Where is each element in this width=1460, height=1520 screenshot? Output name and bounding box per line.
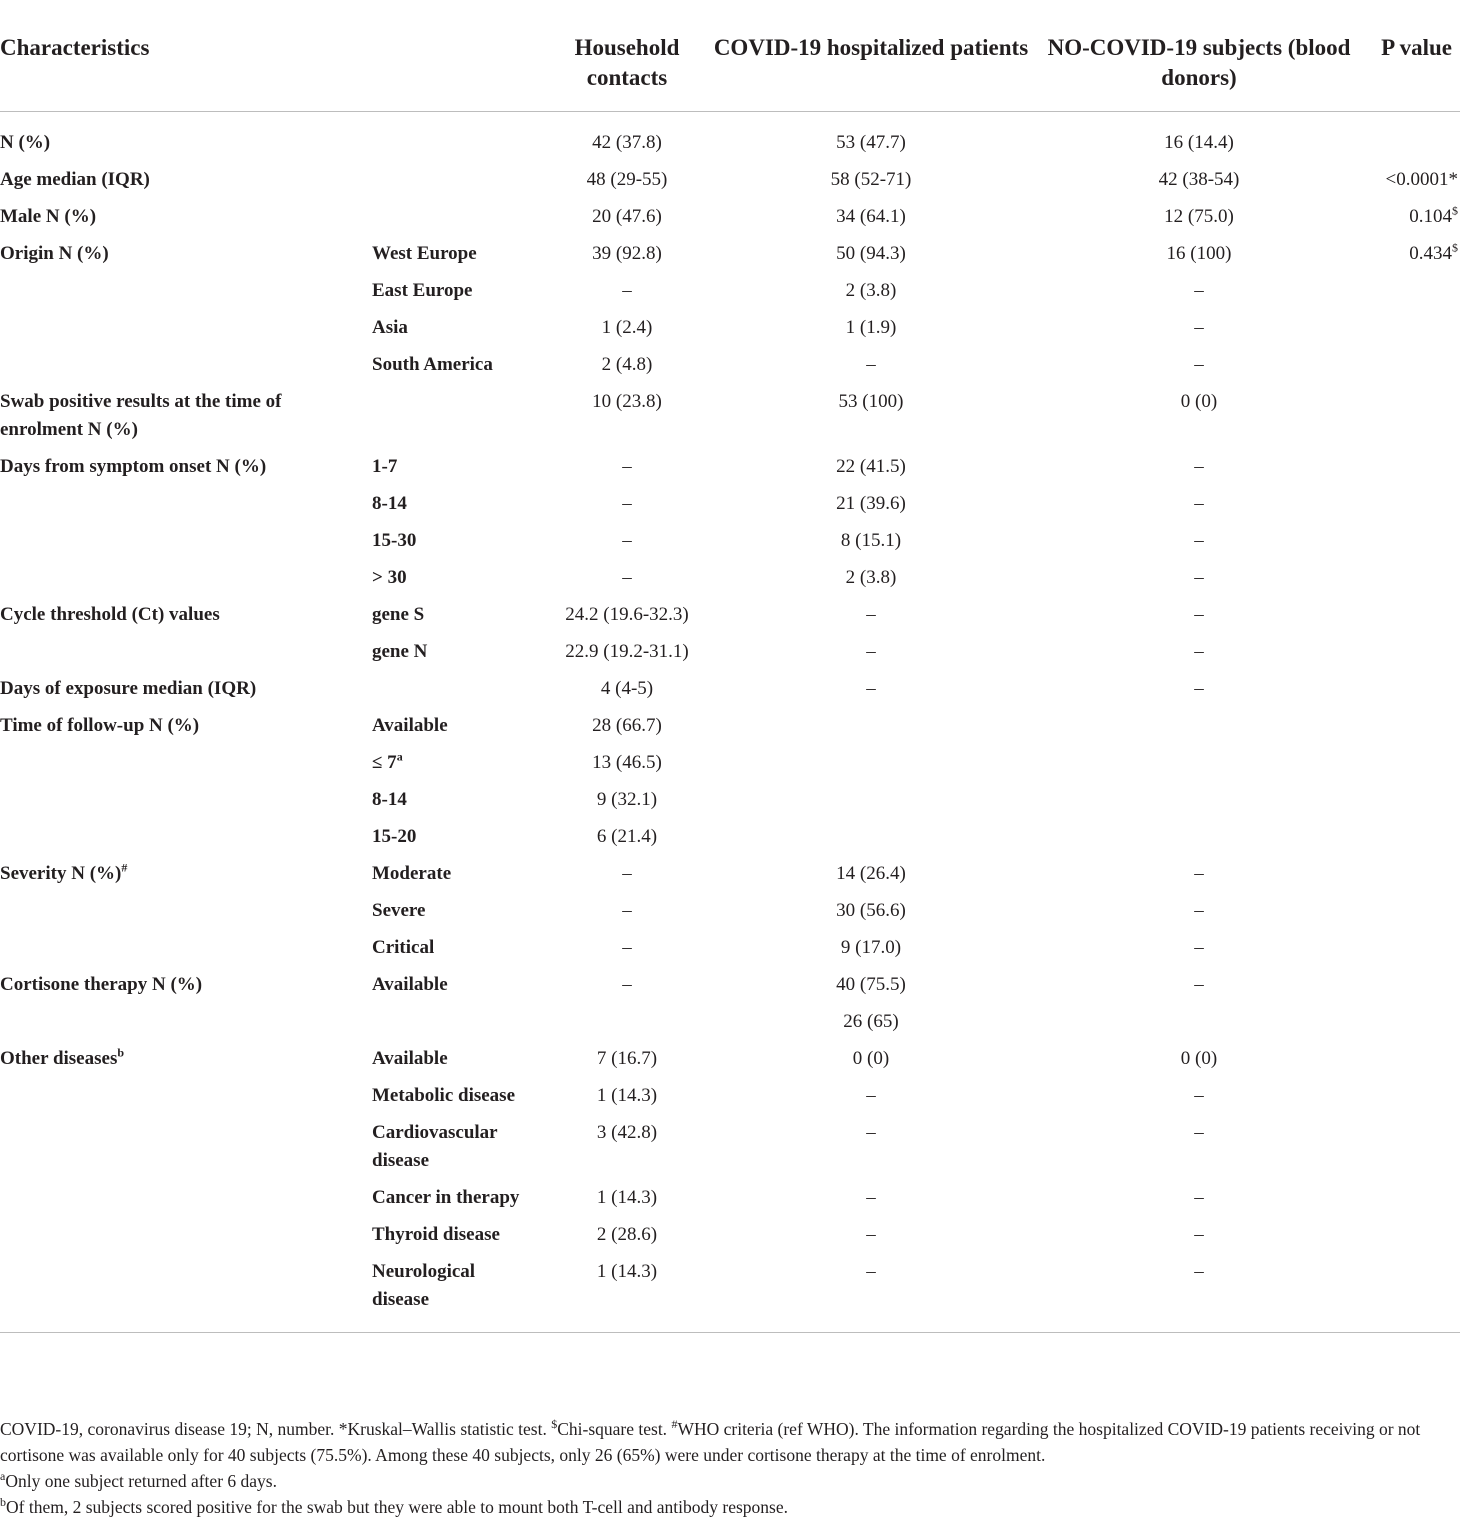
p-value [1368,310,1460,347]
hospitalized-value: 2 (3.8) [845,280,897,301]
no-covid-value: 16 (14.4) [1164,132,1234,153]
footnote-a: $^a$Only one subject returned after 6 days. [0,1469,277,1491]
hospitalized-value [712,708,1030,745]
hospitalized-value: 50 (94.3) [836,243,906,264]
row-sublabel: Moderate [372,863,452,884]
row-label [0,1004,372,1041]
row-label [0,560,372,597]
row-label: Other diseases$^b$ [0,1045,125,1069]
header-subcategory [372,0,542,112]
table-footnotes [0,1416,1460,1520]
no-covid-value: – [1194,1187,1204,1208]
hospitalized-value: 9 (17.0) [840,937,902,958]
p-value [1368,1115,1460,1180]
row-sublabel: Thyroid disease [372,1224,500,1245]
household-value: – [622,280,632,301]
table-row [0,273,1460,310]
table-row [0,560,1460,597]
household-value: – [622,937,632,958]
row-sublabel: > 30 [372,567,407,588]
no-covid-value: – [1194,1224,1204,1245]
no-covid-value: – [1194,567,1204,588]
household-value: 6 (21.4) [596,826,658,847]
p-value [1368,819,1460,856]
no-covid-value: – [1194,1085,1204,1106]
footnote-marker: b [117,1045,125,1060]
table-row [0,199,1460,236]
household-value: 48 (29-55) [586,169,668,190]
row-label: N (%) [0,132,51,153]
row-label: Time of follow-up N (%) [0,715,200,736]
row-sublabel: gene S [372,604,425,625]
row-sublabel: Available [372,974,448,995]
row-label [0,1180,372,1217]
row-label: Days from symptom onset N (%) [0,456,267,477]
hospitalized-value: 30 (56.6) [836,900,906,921]
hospitalized-value: – [866,678,876,699]
no-covid-value: – [1194,456,1204,477]
row-sublabel [372,199,542,236]
row-sublabel: 15-20 [372,826,417,847]
footnote-marker: $ [1452,240,1458,255]
row-label: Origin N (%) [0,243,109,264]
p-value [1368,782,1460,819]
household-value: 13 (46.5) [592,752,662,773]
household-value: – [622,567,632,588]
hospitalized-value: 1 (1.9) [845,317,897,338]
row-label: Male N (%) [0,206,97,227]
hospitalized-value: 8 (15.1) [840,530,902,551]
no-covid-value: 12 (75.0) [1164,206,1234,227]
household-value: 10 (23.8) [592,391,662,412]
table-row [0,1254,1460,1333]
row-label [0,930,372,967]
household-value: 4 (4-5) [600,678,654,699]
row-sublabel [372,384,542,449]
table-row [0,523,1460,560]
p-value [1368,856,1460,893]
p-value [1368,597,1460,634]
household-value: 1 (2.4) [601,317,653,338]
row-label [0,634,372,671]
p-value [1368,745,1460,782]
p-value [1368,1078,1460,1115]
p-value [1368,930,1460,967]
hospitalized-value: 21 (39.6) [836,493,906,514]
row-sublabel: Available [372,1048,448,1069]
p-value [1368,967,1460,1004]
hospitalized-value: – [866,354,876,375]
hospitalized-value: 14 (26.4) [836,863,906,884]
hospitalized-value: 58 (52-71) [830,169,912,190]
household-value: 20 (47.6) [592,206,662,227]
no-covid-value: 16 (100) [1166,243,1232,264]
household-value: – [622,900,632,921]
hospitalized-value: – [866,641,876,662]
no-covid-value: – [1194,530,1204,551]
row-sublabel [372,671,542,708]
hospitalized-value: 2 (3.8) [845,567,897,588]
no-covid-value: – [1194,317,1204,338]
row-sublabel: Severe [372,900,426,921]
household-value: – [622,456,632,477]
row-label: Age median (IQR) [0,169,150,190]
household-value [542,1004,712,1041]
hospitalized-value: – [866,1224,876,1245]
table-row [0,449,1460,486]
household-value: – [622,530,632,551]
row-sublabel: 15-30 [372,530,417,551]
row-sublabel: Asia [372,317,408,338]
row-sublabel: Cardiovascular disease [372,1122,498,1171]
row-label [0,347,372,384]
table-row [0,967,1460,1004]
household-value: 39 (92.8) [592,243,662,264]
no-covid-value [1030,708,1368,745]
row-sublabel: Metabolic disease [372,1085,516,1106]
p-value: 0.104$ [1409,203,1458,227]
row-sublabel: West Europe [372,243,477,264]
no-covid-value: 0 (0) [1180,391,1218,412]
table-row [0,1115,1460,1180]
household-value: 7 (16.7) [596,1048,658,1069]
no-covid-value: 42 (38-54) [1158,169,1240,190]
row-sublabel: Critical [372,937,435,958]
table-body [0,112,1460,1333]
hospitalized-value [712,782,1030,819]
header-characteristics: Characteristics [0,0,372,112]
row-label: Cortisone therapy N (%) [0,974,203,995]
hospitalized-value: – [866,1122,876,1143]
table-row [0,310,1460,347]
no-covid-value [1030,782,1368,819]
row-sublabel: East Europe [372,280,473,301]
hospitalized-value: 22 (41.5) [836,456,906,477]
table-row [0,1004,1460,1041]
household-value: – [622,493,632,514]
row-sublabel: gene N [372,641,428,662]
household-value: 2 (4.8) [601,354,653,375]
row-label [0,1078,372,1115]
no-covid-value: – [1194,1122,1204,1143]
row-sublabel: Neurological disease [372,1254,542,1333]
table-row [0,486,1460,523]
no-covid-value: – [1194,604,1204,625]
table-row [0,112,1460,163]
table-row [0,162,1460,199]
table-row [0,384,1460,449]
p-value [1368,486,1460,523]
footnote-abbreviations: COVID-19, coronavirus disease 19; N, number. *Kruskal–Wallis statistic test. $Chi-square test. #WHO criteria (ref WHO). The information regarding the hospitalized COVID-19 patients receiving or not cortisone was available only for 40 subjects (75.5%). Among these 40 subjects, only 26 (65%) were under cortisone therapy at the time of enrolment. [0,1417,1421,1465]
no-covid-value [1030,745,1368,782]
row-sublabel [372,162,542,199]
header-row [0,0,1460,112]
hospitalized-value: 40 (75.5) [836,974,906,995]
household-value: 3 (42.8) [596,1122,658,1143]
hospitalized-value: 26 (65) [843,1011,899,1032]
table-row [0,930,1460,967]
row-sublabel [372,112,542,163]
no-covid-value: – [1194,678,1204,699]
p-value: <0.0001* [1385,169,1458,190]
row-sublabel: 8-14 [372,789,407,810]
header-covid-hospitalized: COVID-19 hospitalized patients [712,0,1030,112]
p-value [1368,384,1460,449]
hospitalized-value: 34 (64.1) [836,206,906,227]
p-value [1368,449,1460,486]
row-label: Severity N (%)# [0,860,128,884]
hospitalized-value: 53 (100) [838,391,904,412]
header-p-value: P value [1368,0,1460,112]
row-sublabel: Available [372,715,448,736]
row-label [0,745,372,782]
no-covid-value: – [1030,1254,1368,1333]
household-value: 9 (32.1) [596,789,658,810]
household-value: 42 (37.8) [592,132,662,153]
row-sublabel: Cancer in therapy [372,1187,520,1208]
hospitalized-value: – [712,1254,1030,1333]
p-value: 0.434$ [1409,240,1458,264]
row-label: Swab positive results at the time of enrolment N (%) [0,391,282,440]
hospitalized-value: – [866,604,876,625]
household-value: – [622,863,632,884]
table-row [0,347,1460,384]
no-covid-value: – [1194,863,1204,884]
p-value [1368,671,1460,708]
hospitalized-value: 53 (47.7) [836,132,906,153]
hospitalized-value: 0 (0) [852,1048,890,1069]
household-value: – [622,974,632,995]
no-covid-value: 0 (0) [1180,1048,1218,1069]
row-sublabel: 1-7 [372,456,398,477]
footnote-marker: $ [1452,203,1458,218]
household-value: 24.2 (19.6-32.3) [565,604,689,625]
hospitalized-value: – [866,1085,876,1106]
table-row [0,671,1460,708]
household-value: 28 (66.7) [592,715,662,736]
hospitalized-value [712,819,1030,856]
p-value [1368,347,1460,384]
household-value: 22.9 (19.2-31.1) [565,641,689,662]
table-row [0,597,1460,634]
table-row [0,819,1460,856]
p-value [1368,273,1460,310]
row-label: Days of exposure median (IQR) [0,678,257,699]
p-value [1368,112,1460,163]
p-value [1368,1041,1460,1078]
p-value [1368,634,1460,671]
table-row [0,893,1460,930]
row-sublabel: South America [372,354,493,375]
p-value [1368,893,1460,930]
no-covid-value: – [1194,493,1204,514]
row-label [0,1217,372,1254]
p-value [1368,1004,1460,1041]
row-label [0,1115,372,1180]
row-sublabel [372,1004,542,1041]
row-label [0,486,372,523]
household-value: 1 (14.3) [596,1085,658,1106]
table-row [0,1078,1460,1115]
row-label [0,782,372,819]
p-value [1368,1180,1460,1217]
table-row [0,1217,1460,1254]
household-value: 1 (14.3) [542,1254,712,1333]
row-label [0,893,372,930]
row-label [0,523,372,560]
table-row [0,1041,1460,1078]
table-row [0,782,1460,819]
no-covid-value [1030,1004,1368,1041]
table-row [0,856,1460,893]
household-value: 1 (14.3) [596,1187,658,1208]
row-sublabel: 8-14 [372,493,407,514]
row-label [0,273,372,310]
no-covid-value: – [1194,641,1204,662]
p-value [1368,560,1460,597]
no-covid-value [1030,819,1368,856]
hospitalized-value: – [866,1187,876,1208]
footnote-marker: # [121,860,128,875]
no-covid-value: – [1194,280,1204,301]
no-covid-value: – [1194,354,1204,375]
table-row [0,745,1460,782]
footnote-marker: a [396,749,403,764]
footnote-b: $^b$Of them, 2 subjects scored positive for the swab but they were able to mount both T-cell and antibody response. [0,1495,788,1517]
table-row [0,236,1460,273]
row-label [0,819,372,856]
header-no-covid-subjects: NO-COVID-19 subjects (blood donors) [1030,0,1368,112]
table-row [0,1180,1460,1217]
row-label: Cycle threshold (Ct) values [0,604,220,625]
hospitalized-value [712,745,1030,782]
table-row [0,708,1460,745]
p-value [1368,1254,1460,1333]
no-covid-value: – [1194,900,1204,921]
p-value [1368,708,1460,745]
row-sublabel: ≤ $7^a$ [372,749,403,773]
table-row [0,634,1460,671]
p-value [1368,523,1460,560]
row-label [0,310,372,347]
p-value [1368,1217,1460,1254]
no-covid-value: – [1194,974,1204,995]
no-covid-value: – [1194,937,1204,958]
row-label [0,1254,372,1333]
household-value: 2 (28.6) [596,1224,658,1245]
header-household-contacts: Household contacts [542,0,712,112]
